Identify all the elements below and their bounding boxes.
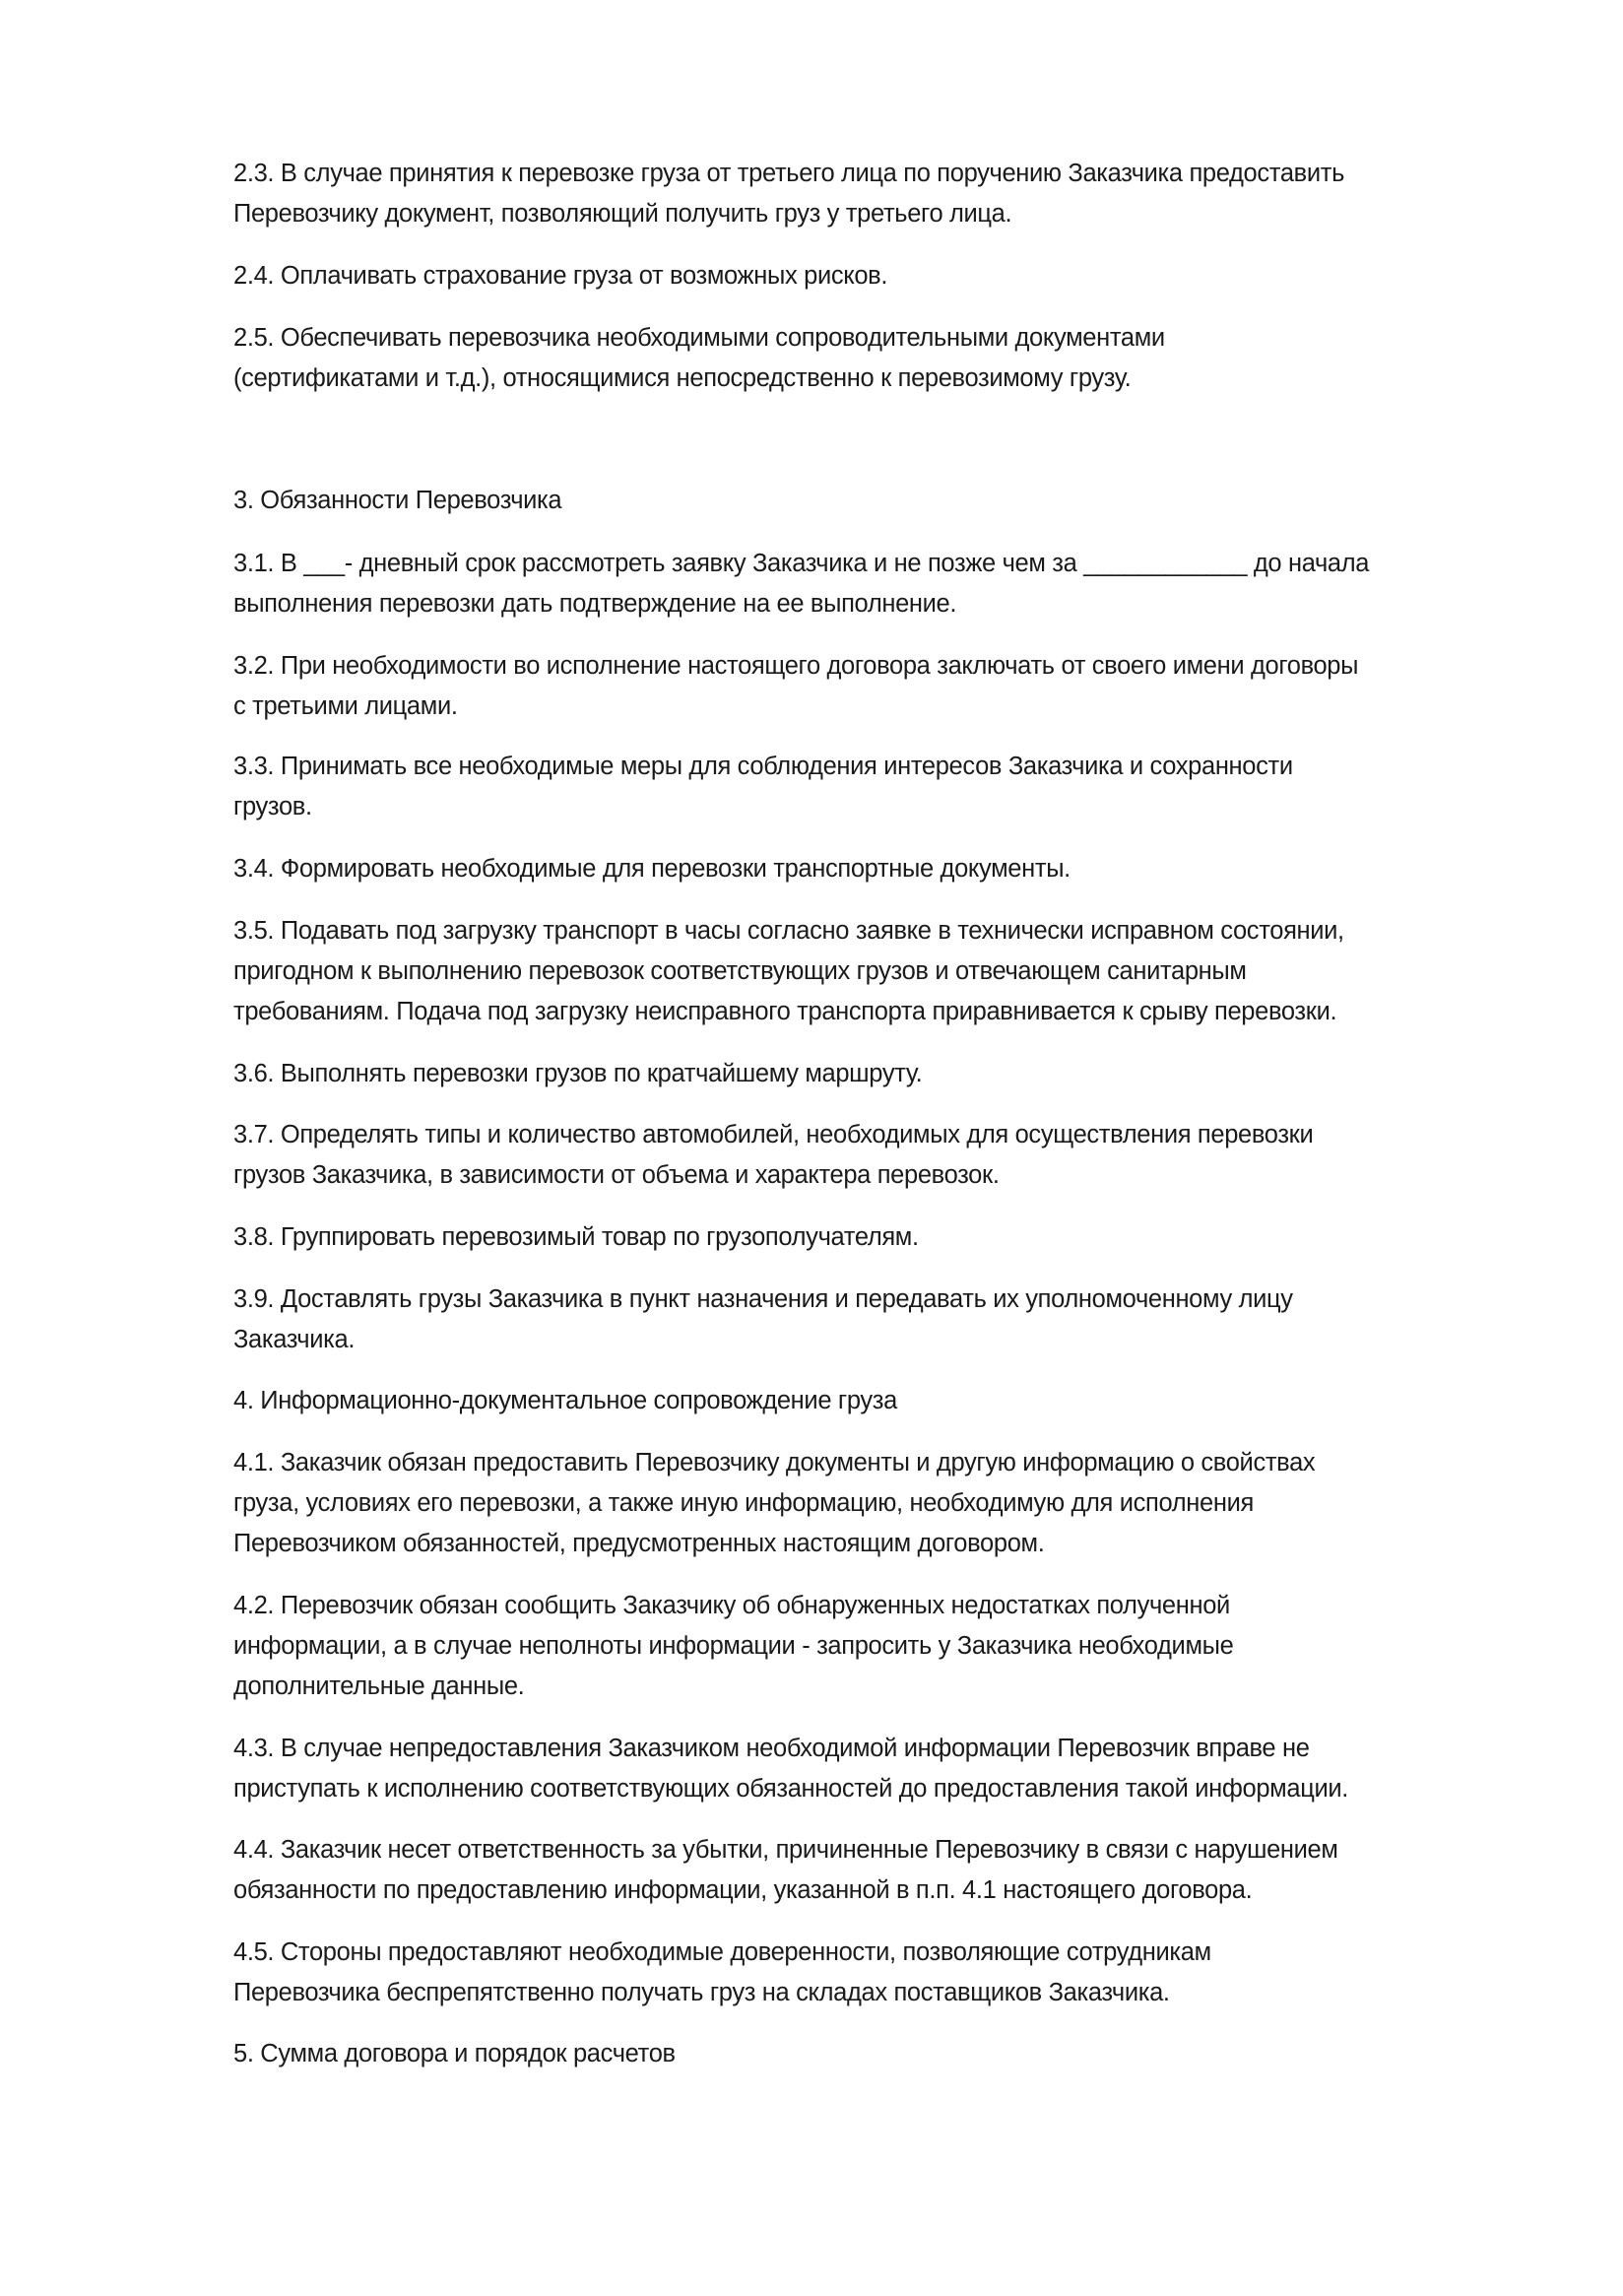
text-line: 3.9. Доставлять грузы Заказчика в пункт назначения и передавать их уполномоченному лицу [233,1285,1293,1313]
text-line: 2.4. Оплачивать страхование груза от возможных рисков. [233,262,888,290]
text-line: приступать к исполнению соответствующих обязанностей до предоставления такой информации. [233,1775,1348,1803]
text-line: 4.1. Заказчик обязан предоставить Перевозчику документы и другую информацию о свойствах [233,1449,1316,1476]
clause-3-8 [233,1217,919,1258]
text-line: дополнительные данные. [233,1673,525,1700]
clause-4-3 [233,1729,1348,1809]
text-line: 4.3. В случае непредоставления Заказчиком необходимой информации Перевозчик вправе не [233,1735,1310,1762]
clause-3-9 [233,1279,1293,1360]
clause-3-5 [233,911,1344,1032]
text-line: 3.8. Группировать перевозимый товар по грузополучателям. [233,1223,919,1251]
text-line: пригодном к выполнению перевозок соответствующих грузов и отвечающем санитарным [233,957,1247,985]
text-line: грузов. [233,793,312,820]
text-line: 3.4. Формировать необходимые для перевозки транспортные документы. [233,855,1071,883]
clause-4-1 [233,1443,1315,1564]
text-line: 2.5. Обеспечивать перевозчика необходимыми сопроводительными документами [233,324,1165,352]
text-line: 3.6. Выполнять перевозки грузов по кратчайшему маршруту. [233,1060,923,1087]
heading-text: 5. Сумма договора и порядок расчетов [233,2040,676,2067]
text-line: информации, а в случае неполноты информации - запросить у Заказчика необходимые [233,1632,1234,1660]
clause-3-2 [233,646,1358,727]
section-heading-5 [233,2034,676,2074]
text-line: Перевозчиком обязанностей, предусмотренных настоящим договором. [233,1530,1045,1557]
clause-3-1 [233,544,1369,624]
text-line: 4.2. Перевозчик обязан сообщить Заказчику об обнаруженных недостатках полученной [233,1592,1230,1619]
text-line: груза, условиях его перевозки, а также иную информацию, необходимую для исполнения [233,1489,1254,1517]
clause-2-3 [233,154,1344,234]
clause-3-7 [233,1115,1313,1196]
text-line: Перевозчика беспрепятственно получать груз на складах поставщиков Заказчика. [233,1979,1170,2006]
clause-3-6 [233,1054,922,1094]
text-line: Перевозчику документ, позволяющий получить груз у третьего лица. [233,200,1012,228]
clause-3-4 [233,849,1071,889]
heading-text: 3. Обязанности Перевозчика [233,487,562,514]
clause-4-4 [233,1830,1338,1911]
text-line: 4.5. Стороны предоставляют необходимые доверенности, позволяющие сотрудникам [233,1938,1211,1966]
clause-4-2 [233,1586,1233,1707]
text-line: выполнения перевозки дать подтверждение на ее выполнение. [233,590,957,618]
text-line: (сертификатами и т.д.), относящимися непосредственно к перевозимому грузу. [233,364,1132,392]
text-line: обязанности по предоставлению информации, указанной в п.п. 4.1 настоящего договора. [233,1876,1253,1904]
section-heading-3 [233,481,561,521]
text-line: 3.7. Определять типы и количество автомобилей, необходимых для осуществления перевозки [233,1121,1314,1148]
heading-text: 4. Информационно-документальное сопровождение груза [233,1387,897,1414]
text-line: 3.2. При необходимости во исполнение настоящего договора заключать от своего имени договоры [233,652,1359,680]
clause-3-3 [233,747,1293,827]
clause-2-5 [233,318,1165,399]
text-line: 2.3. В случае принятия к перевозке груза от третьего лица по поручению Заказчика предоставить [233,160,1345,187]
clause-2-4 [233,256,887,296]
text-line: 3.5. Подавать под загрузку транспорт в часы согласно заявке в технически исправном состоянии, [233,917,1344,945]
text-line: 4.4. Заказчик несет ответственность за убытки, причиненные Перевозчику в связи с нарушением [233,1836,1338,1864]
text-line: 3.3. Принимать все необходимые меры для соблюдения интересов Заказчика и сохранности [233,753,1293,780]
text-line: 3.1. В ___- дневный срок рассмотреть заявку Заказчика и не позже чем за ____________ до начала [233,550,1370,577]
section-heading-4 [233,1381,897,1421]
text-line: Заказчика. [233,1326,356,1353]
text-line: грузов Заказчика, в зависимости от объема и характера перевозок. [233,1161,1000,1189]
clause-4-5 [233,1933,1211,2013]
text-line: с третьими лицами. [233,692,458,720]
text-line: требованиям. Подача под загрузку неисправного транспорта приравнивается к срыву перевозки. [233,998,1337,1025]
